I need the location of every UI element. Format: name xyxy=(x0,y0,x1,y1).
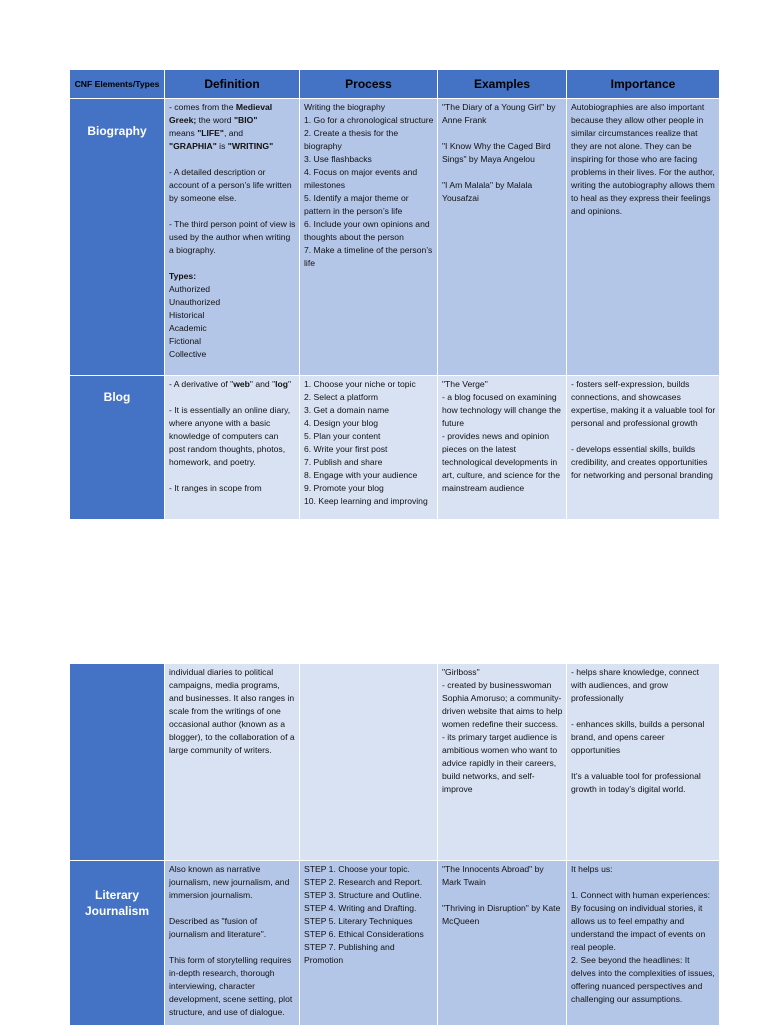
blog-examples-continued: "Girlboss" - created by businesswoman Sophia Amoruso; a community-driven website that aims to help women redefine their success. - its primary target audience is ambitious women who want to advice rapidly in their careers, build networks, and self-improve xyxy=(438,664,567,860)
blog-examples: "The Verge" - a blog focused on examining how technology will change the future - provides news and opinion pieces on the latest technological developments in art, culture, and science for the mainstream audience xyxy=(438,376,567,519)
literary-journalism-label: Literary Journalism xyxy=(70,861,165,1025)
blog-label-continued xyxy=(70,664,165,860)
header-definition: Definition xyxy=(165,70,300,98)
biography-definition: - comes from the Medieval Greek; the word "BIO" means "LIFE", and "GRAPHIA" is "WRITING" - A detailed description or account of a person’s life written by someone else. - The third person point of view is used by the author when writing a biography. Types: Authorized Unauthorized Historical Academic Fictional Collective xyxy=(165,99,300,375)
biography-row xyxy=(70,98,719,375)
literary-journalism-importance: It helps us: 1. Connect with human experiences: By focusing on individual stories, it allows us to feel empathy and understand the impact of events on real people. 2. See beyond the headlines: It delves into the complexities of issues, offering nuanced perspectives and challenging our assumptions. xyxy=(567,861,719,1025)
blog-definition-continued: individual diaries to political campaigns, media programs, and businesses. It also ranges in scale from the writings of one occasional author (known as a blogger), to the collaboration of a large community of writers. xyxy=(165,664,300,860)
blog-definition: - A derivative of "web" and "log" - It is essentially an online diary, where anyone with a basic knowledge of computers can post random thoughts, photos, homework, and poetry. - It ranges in scope from xyxy=(165,376,300,519)
literary-journalism-row xyxy=(70,860,719,1025)
blog-process: 1. Choose your niche or topic 2. Select a platform 3. Get a domain name 4. Design your blog 5. Plan your content 6. Write your first post 7. Publish and share 8. Engage with your audience 9. Promote your blog 10. Keep learning and improving xyxy=(300,376,438,519)
blog-label: Blog xyxy=(70,376,165,519)
biography-importance: Autobiographies are also important because they allow other people in similar circumstances realize that they are not alone. They can be inspiring for those who are facing problems in their lives. For the author, writing the autobiography allows them to heal as they express their feelings and opinions. xyxy=(567,99,719,375)
biography-label: Biography xyxy=(70,99,165,375)
cnf-table-page-1 xyxy=(70,70,719,519)
blog-process-continued xyxy=(300,664,438,860)
literary-journalism-process: STEP 1. Choose your topic. STEP 2. Research and Report. STEP 3. Structure and Outline. STEP 4. Writing and Drafting. STEP 5. Literary Techniques STEP 6. Ethical Considerations STEP 7. Publishing and Promotion xyxy=(300,861,438,1025)
header-importance: Importance xyxy=(567,70,719,98)
blog-importance: - fosters self-expression, builds connections, and showcases expertise, making it a valuable tool for personal and professional growth - develops essential skills, builds credibility, and creates opportunities for networking and personal branding xyxy=(567,376,719,519)
blog-row-continued xyxy=(70,664,719,860)
literary-journalism-examples: "The Innocents Abroad" by Mark Twain "Thriving in Disruption" by Kate McQueen xyxy=(438,861,567,1025)
header-process: Process xyxy=(300,70,438,98)
header-examples: Examples xyxy=(438,70,567,98)
blog-importance-continued: - helps share knowledge, connect with audiences, and grow professionally - enhances skills, builds a personal brand, and opens career opportunities It’s a valuable tool for professional growth in today’s digital world. xyxy=(567,664,719,860)
cnf-table-page-2 xyxy=(70,664,719,1025)
literary-journalism-definition: Also known as narrative journalism, new journalism, and immersion journalism. Described as "fusion of journalism and literature". This form of storytelling requires in-depth research, thorough interviewing, character development, scene setting, plot structure, and use of dialogue. xyxy=(165,861,300,1025)
table-header-row xyxy=(70,70,719,98)
blog-row xyxy=(70,375,719,519)
header-cnf-types: CNF Elements/Types xyxy=(70,70,165,98)
biography-process: Writing the biography 1. Go for a chronological structure 2. Create a thesis for the biography 3. Use flashbacks 4. Focus on major events and milestones 5. Identify a major theme or pattern in the person’s life 6. Include your own opinions and thoughts about the person 7. Make a timeline of the person’s life xyxy=(300,99,438,375)
biography-examples: "The Diary of a Young Girl" by Anne Frank "I Know Why the Caged Bird Sings" by Maya Angelou "I Am Malala" by Malala Yousafzai xyxy=(438,99,567,375)
